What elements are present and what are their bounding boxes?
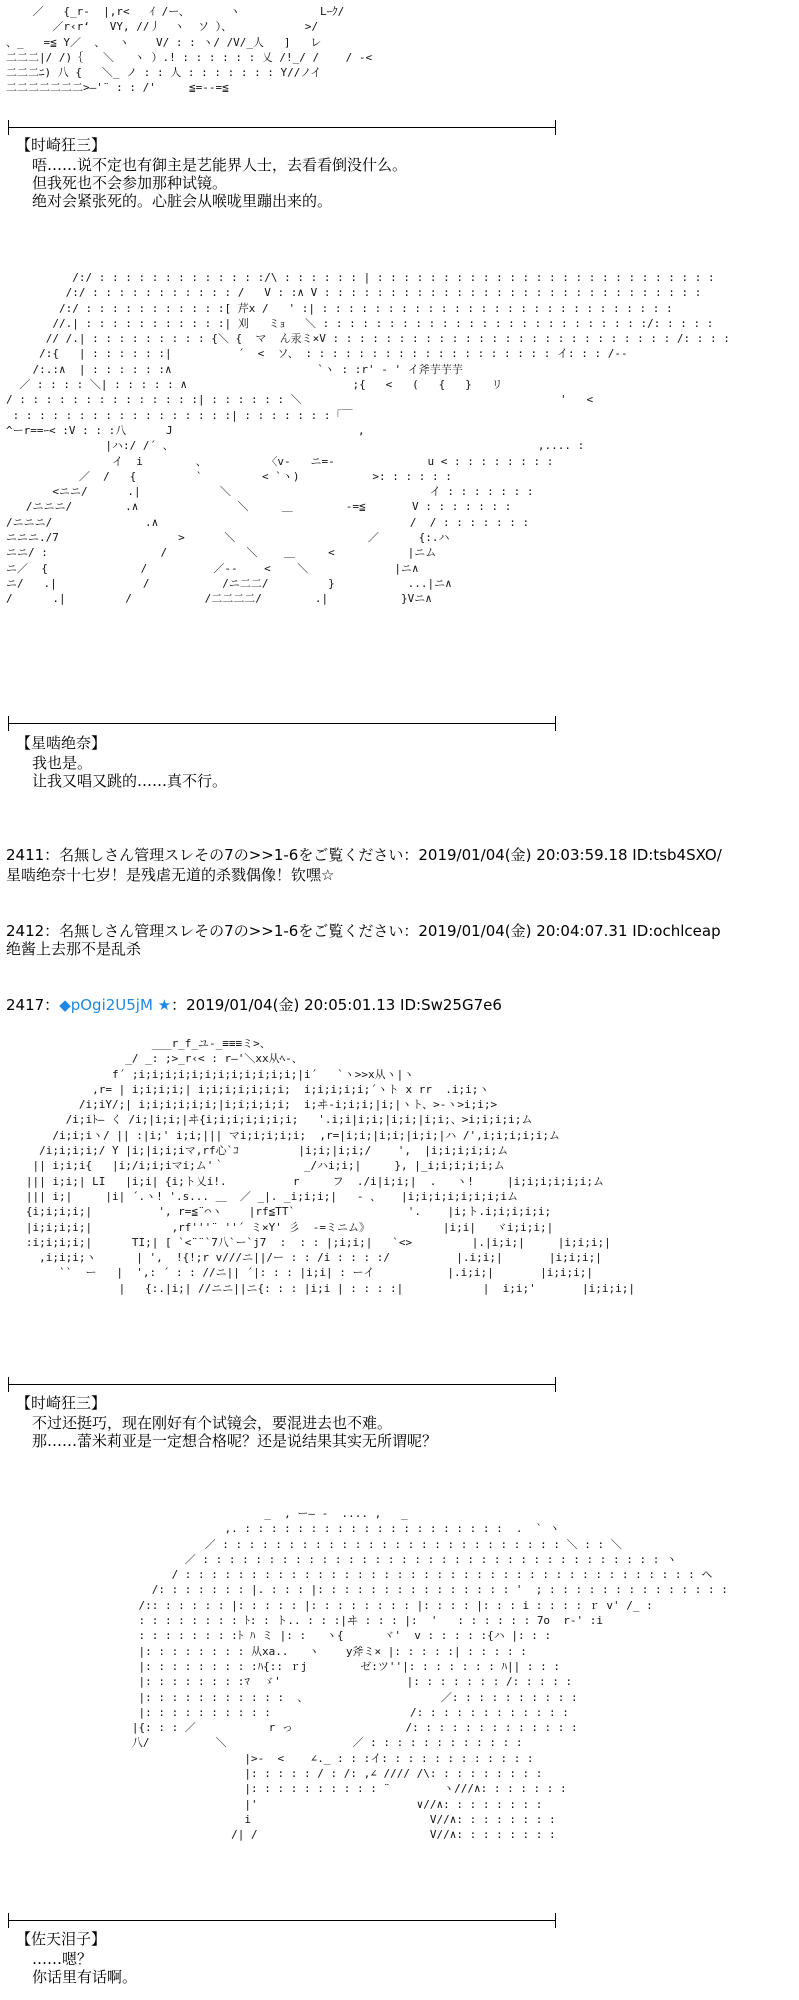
dialogue-line: 我也是。 — [32, 754, 93, 772]
poster-trip[interactable]: ◆pOgi2U5jM ★ — [59, 996, 172, 1014]
dialogue-line: 那……蕾米莉亚是一定想合格呢？还是说结果其实无所谓呢？ — [32, 1432, 438, 1450]
post-header — [6, 996, 502, 1014]
ascii-art-character: /:/ : : : : : : : : : : : : :/\ : : : : : : | : : : : : : : : : : : : : : : : : : : : : : : : : : /:/ : : : : : : : : : : : / V : :∧ V : : : : : : : : : : : : : : : : : : : : : : : : : : : : : /:/ : : : : : : : : : : :[ 芹x / ' :| : : : : : : : : : : : : : : : : : : : : : : : : : : : //.| : : : : : : : : : : :| 刈 ミｮ ＼ : : : : : : : : : : : : : : : : : : : : : : : : :/: : : : : // /.| : : : : : : : : : {＼ { マ ん汞ミ×V : : : : : : : : : : : : : : : : : : : : : : : : : : /: : : : /:{ | : : : : : :| ´ < ソ、 : : : : : : : : : : : : : : : : : : : イ: : : /‐- /:.:∧ | : : : : : :∧ `ヽ : :r' ‐ ' イ斧芋芋芋 ／ : : : : ＼| : : : : : ∧ ;{ < ( { } リ / : : : : : : : : : : : : : :| : : : : : : ＼ ' < : : : : : : : : : : : : : : : : :| : : : : : : :「￣ ^ーr==ｰ< :V : : :八 J , |ハ:/ /´ 、 ,.... : イ i 、 〈v- ニ=- u < : : : : : : : : ／ / { ` < `ヽ) >: : : : : : <ニニ/ .| ＼ イ : : : : : : : /ニニニ/ .∧ ＼ ＿ -=≦ V : : : : : : : /ニニニ/ .∧ / / : : : : : : : ニニニ./7 > ＼ ／ {:.ハ ニニ/ : / ＼ ＿ < |ニム ニ／ { / ／‐- < ＼ |ニ∧ ニ/ .| / /ニ二二/ } ...|ニ∧ / .| / /二二二二/ .| }Vニ∧ — [6, 271, 730, 606]
dialogue-line: 让我又唱又跳的……真不行。 — [32, 772, 228, 790]
post-body: 星啮绝奈十七岁！是残虐无道的杀戮偶像！钦嘿☆ — [6, 866, 335, 884]
dialogue-line: 不过还挺巧，现在刚好有个试镜会，要混进去也不难。 — [32, 1414, 393, 1432]
ascii-art-character: ___r_f_ユ-_≡≡≡ミ>、 _/ _: ;>_r‹< : r―'＼xx从ﾍ-、 f´ ;i;i;i;i;i;i;i;i;i;i;i;i;|i´ `ヽ>>x从ヽ|ヽ ,r= | i;i;i;i;| i;i;i;i;i;i;i; i;i;i;i;i;´ヽト x rr .i;i;ヽ /i;iY/;| i;i;i;i;i;i;|i;i;i;i;i; i;ヰ‐i;i;i;|i;|ヽト、>-ヽ>i;i;> /i;iﾄ― く /i;|i;i;|ヰ{i;i;i;i;i;i;i; '.i;i|i;i;|i;i;|i;i;、>i;i;i;i;ム /i;i;iヽ/ || :|i;' i;i;||| マi;i;i;i;i; ,r=|i;i;|i;i;|i;i;|ハ /',i;i;i;i;i;ム /i;i;i;i;/ Y |i;|i;i;iマ,rf心`ｺ |i;i;|i;i;/ ', |i;i;i;i;i;ム || i;i;i{ |i;/i;i;iマi;ム'｀ _/ハi;i;| }, |_i;i;i;i;i;ム ||| i;i;| LI |i;i| {i;ト乂i!. r フ ./i|i;i;| . ヽ! |i;i;i;i;i;i;ム ||| i;| |i| ´.ヽ! '.s... ＿ ／ _|. _i;i;i;| ‐ 、 |i;i;i;i;i;i;i;iム {i;i;i;i;| ', r=≦¨⌒ヽ |rf≦TT` '. |i;ト.i;i;i;i;i; |i;i;i;i;| ,rf'''¨ ''´ ミ×Y' 彡 ‐=ミニム》 |i;i| ヾi;i;i;| :i;i;i;i;| TI;| [ `<¨¨`7八`ー`j7 : : : |;i;i;| `<> |.|i;i;| |i;i;i;| ,i;i;i;ヽ | ', !{!;r v///ニ||/ー : : /i : : : :/ |.i;i;| |i;i;i;| `` ー | ',: ´ : : //ニ|| ´|: : : |i;i| : ーイ |.i;i;| |i;i;i;| | {:.|i;| //ニニ||ニ{: : : |i;i | : : : :| | i;i;' |i;i;i;| — [25, 1037, 636, 1295]
post-header: 2411：名無しさん管理スレその7の>>1-6をご覧ください：2019/01/04(金) 20:03:59.18 ID:tsb4SXO/ — [6, 846, 722, 864]
section-divider — [8, 1384, 556, 1385]
speaker-name: 【时崎狂三】 — [16, 1394, 107, 1412]
dialogue-line: ……嗯？ — [32, 1950, 93, 1968]
dialogue-line: 唔……说不定也有御主是艺能界人士，去看看倒没什么。 — [32, 156, 408, 174]
post-body: 绝酱上去那不是乱杀 — [6, 940, 142, 958]
dialogue-block — [32, 156, 407, 210]
post-header: 2412：名無しさん管理スレその7の>>1-6をご覧ください：2019/01/04(金) 20:04:07.31 ID:ochlceap — [6, 922, 721, 940]
dialogue-line: 绝对会紧张死的。心脏会从喉咙里蹦出来的。 — [32, 192, 333, 210]
dialogue-line: 但我死也不会参加那种试镜。 — [32, 174, 228, 192]
ascii-art-character: _ , ー― ‐ .... , _ ,. : : : : : : : : : : : : : : : : : : : : . ` ヽ ／ : : : : : : : : : : : : : : : : : : : : : : : : : : ＼ : : ＼ ／ : : : : : : : : : : : : : : : : : : : : : : : : : : : : : : : : : : : ヽ / : : : : : : : : : : : : : : : : : : : : : : : : : : : : : : : : : : : : : : : ヘ /: : : : : : : |. : : : |: : : : : : : : : : : : : : : ' ; : : : : : : : : : : : : : : /:: : : : : : |: : : : : |: : : : : : : : |: : : : |: : : i : : : : ｒ v' /_ : : : : : : : : : ﾄ: : ト.. : : :|ヰ : : : |: ' : : : : : : 7o r‐' :i : : : : : : : :ﾄ ﾊ ミ |: : ヽ{ ヾ' v : : : : :{ハ |: : : |: : : : : : : : 从xa.. ヽ y斧ミ× |: : : : :| : : : : : |: : : : : : : : :ﾊ{:: ｒj ゼ:ツ''|: : : : : : : ﾊ|| : : : |: : : : : : : :ﾏ ゞ' |: : : : : : : /: : : : : |: : : : : : : : : : : 、 ／: : : : : : : : : : |: : : : : : : : : : /: : : : : : : : : : : : |{: : : ／ r っ /: : : : : : : : : : : : : 八/ ＼ ／ : : : : : : : : : : : : |>- < ∠._ : : :イ: : : : : : : : : : : : |: : : : : / : /: ,∠ //// /\: : : : : : : : : |: : : : : : : : : : ¨ ヽ///∧: : : : : : : |' ∨//∧: : : : : : : : i V//∧: : : : : : : : /| / V//∧: : : : : : : : — [131, 1507, 728, 1842]
speaker-name: 【佐天泪子】 — [16, 1930, 107, 1948]
section-divider — [8, 127, 556, 128]
ascii-art-top: ／ {_r- |,r< ｲ /ー、 ヽ Lｰｸ/ ／r‹r‘ VY, //丿 ヽ ソ ）、 >/ 、_ =≦ Y／ 、 ヽ V/ : : ヽ/ /V/_人 ] レ 二二二|/ /)｛ ＼ ヽ ）.! : : : : : : 乂 /!_/ / / ‐< 二二二ﾆ) 八 { ＼_ ノ : : 人 : : : : : : : Y//ノイ 二二二二二二二>―'¨ : : /' ≦=‐‐=≦ — [6, 5, 373, 95]
speaker-name: 【星啮绝奈】 — [16, 734, 107, 752]
section-divider — [8, 1920, 556, 1921]
dialogue-block — [32, 1414, 437, 1450]
dialogue-block — [32, 1950, 137, 1986]
speaker-name: 【时崎狂三】 — [16, 136, 107, 154]
post-meta: ：2019/01/04(金) 20:05:01.13 ID:Sw25G7e6 — [171, 996, 502, 1014]
dialogue-line: 你话里有话啊。 — [32, 1968, 138, 1986]
post-number: 2417： — [6, 996, 60, 1014]
section-divider — [8, 723, 556, 724]
dialogue-block — [32, 754, 227, 790]
